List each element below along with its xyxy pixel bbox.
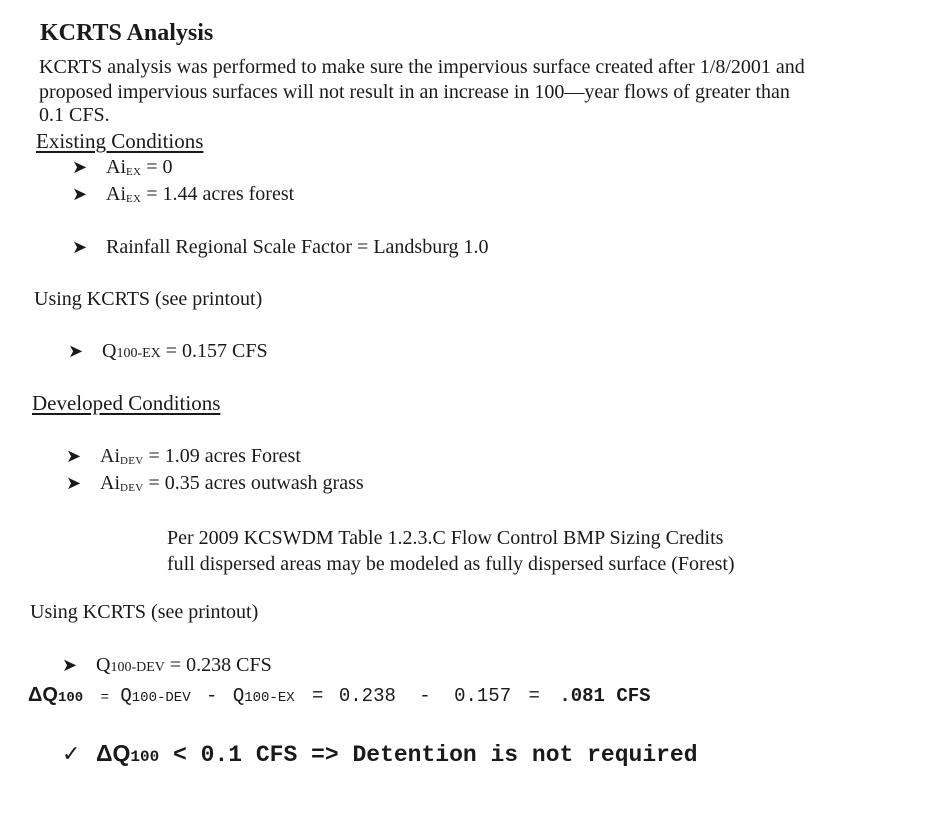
using-kcrts-developed: Using KCRTS (see printout) [30, 601, 259, 623]
value: = 1.44 acres forest [141, 183, 295, 205]
arrow-bullet-icon: ➤ [62, 655, 78, 675]
minus-sign: - [419, 685, 431, 707]
subscript: 100-EX [116, 346, 161, 361]
existing-item-2 [72, 183, 294, 206]
value-ex: 0.157 [454, 685, 512, 707]
developed-item-1 [66, 445, 301, 468]
minus-sign: - [206, 685, 218, 707]
subscript: 100-DEV [110, 660, 165, 675]
equals-sign: = [312, 685, 324, 707]
delta-q-equation [28, 684, 651, 707]
checkmark-icon: ✓ [62, 742, 81, 767]
developed-conditions-heading: Developed Conditions [32, 391, 221, 415]
variable: Q [96, 654, 111, 676]
arrow-bullet-icon: ➤ [72, 237, 88, 257]
developed-item-2 [66, 472, 364, 495]
conclusion-text: < 0.1 CFS => Detention is not required [159, 742, 698, 768]
result-value: .081 CFS [559, 685, 651, 707]
rainfall-text: Rainfall Regional Scale Factor = Landsburg 1.0 [106, 236, 489, 258]
page-title: KCRTS Analysis [40, 20, 214, 46]
subscript: EX [126, 193, 142, 205]
note-line-2: full dispersed areas may be modeled as fully dispersed surface (Forest) [167, 553, 735, 575]
delta-q-subscript: 100 [57, 690, 84, 706]
term-subscript: 100-DEV [131, 690, 191, 706]
term-variable: Q [232, 685, 245, 707]
arrow-bullet-icon: ➤ [66, 446, 82, 466]
arrow-bullet-icon: ➤ [72, 184, 88, 204]
arrow-bullet-icon: ➤ [66, 473, 82, 493]
intro-line-2: proposed impervious surfaces will not result in an increase in 100—year flows of greater than [39, 81, 790, 103]
variable: Q [102, 340, 117, 362]
q100-dev-item [62, 654, 272, 677]
value: = 0.35 acres outwash grass [143, 472, 364, 494]
existing-conditions-heading: Existing Conditions [36, 129, 204, 153]
existing-item-1 [72, 156, 173, 179]
term-subscript: 100-EX [244, 690, 295, 706]
equals-sign: = [528, 685, 540, 707]
term-variable: Q [120, 685, 132, 707]
subscript: EX [126, 166, 142, 178]
value: = 0.238 CFS [164, 654, 272, 676]
intro-line-3: 0.1 CFS. [39, 104, 110, 126]
value-dev: 0.238 [338, 685, 396, 707]
subscript: DEV [120, 455, 144, 467]
arrow-bullet-icon: ➤ [72, 157, 88, 177]
value: = 1.09 acres Forest [143, 445, 301, 467]
note-line-1: Per 2009 KCSWDM Table 1.2.3.C Flow Control BMP Sizing Credits [167, 527, 724, 549]
q100-ex-item [68, 340, 268, 363]
variable: Ai [106, 183, 126, 205]
arrow-bullet-icon: ➤ [68, 341, 84, 361]
subscript: DEV [120, 482, 144, 494]
delta-q-symbol: ΔQ [96, 740, 131, 766]
variable: Ai [100, 445, 120, 467]
using-kcrts-existing: Using KCRTS (see printout) [34, 288, 263, 310]
value: = 0.157 CFS [160, 340, 268, 362]
value: = 0 [141, 156, 173, 178]
intro-line-1: KCRTS analysis was performed to make sure the impervious surface created after 1/8/2001 and [39, 56, 805, 78]
conclusion-line [62, 740, 698, 768]
variable: Ai [106, 156, 126, 178]
equals-sign: = [100, 690, 109, 706]
rainfall-item [72, 236, 489, 259]
delta-q-subscript: 100 [130, 748, 160, 766]
variable: Ai [100, 472, 120, 494]
delta-q-symbol: ΔQ [28, 684, 58, 706]
